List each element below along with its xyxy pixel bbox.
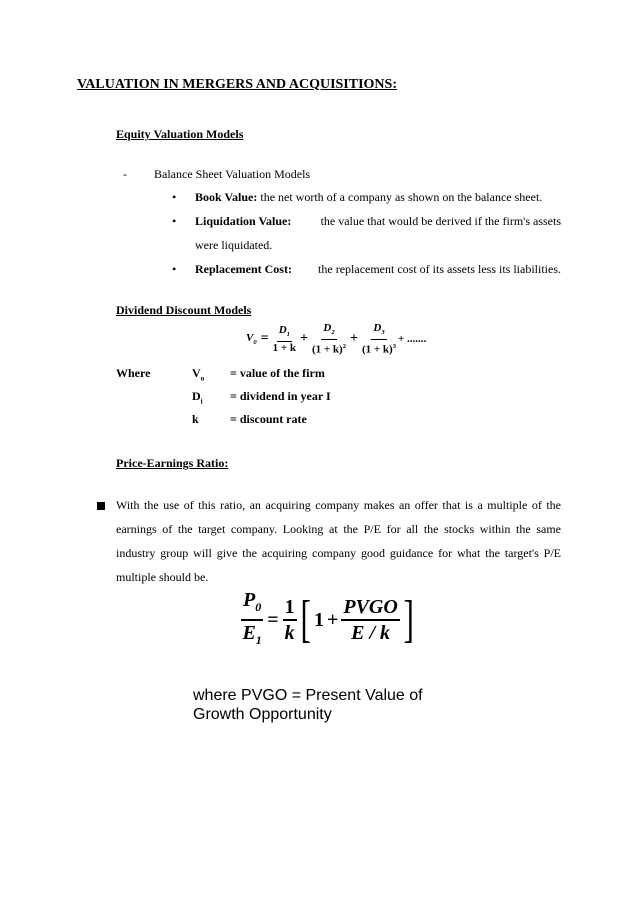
def-desc-v: = value of the firm	[230, 366, 325, 380]
balance-sheet-subheading: Balance Sheet Valuation Models	[154, 167, 311, 181]
def-symbol-k: k	[192, 412, 199, 426]
replacement-cost-text: the replacement cost of its assets less its liabilities.	[318, 262, 561, 276]
replacement-cost-term: Replacement Cost:	[195, 262, 292, 276]
pe-heading: Price-Earnings Ratio:	[116, 456, 229, 470]
liquidation-value-item	[195, 214, 561, 229]
right-bracket: ]	[403, 591, 414, 648]
pe-line-2: earnings of the target company. Looking at the P/E for all the stocks within the same	[116, 522, 561, 536]
pe-ratio-fraction: $\frac{P_0}{E_1}$	[242, 589, 262, 647]
book-value-term: Book Value:	[195, 190, 258, 204]
formula-equals: =	[260, 331, 269, 347]
formula-plus: +	[300, 331, 308, 347]
bullet-icon: •	[172, 262, 177, 276]
pe-plus: +	[326, 608, 339, 631]
one-over-k-fraction: $\frac{1}{k}$	[284, 596, 295, 644]
dividend-formula	[246, 322, 426, 357]
book-value-text: the net worth of a company as shown on the balance sheet.	[260, 190, 543, 204]
dividend-heading: Dividend Discount Models	[116, 303, 252, 317]
def-desc-d: = dividend in year I	[230, 389, 331, 403]
def-desc-k: = discount rate	[230, 412, 307, 426]
liquidation-value-cont: were liquidated.	[195, 238, 273, 252]
def-symbol-d: $D_i$	[192, 389, 203, 406]
liquidation-value-text: the value that would be derived if the firm's assets	[320, 214, 561, 228]
liquidation-value-term: Liquidation Value:	[195, 214, 292, 228]
pe-line-3: industry group will give the acquiring company good guidance for what the target's P/E	[116, 546, 561, 560]
pe-line-4: multiple should be.	[116, 570, 209, 584]
formula-term-3: $\frac{D_3}{(1 + k)^3}$	[362, 322, 397, 356]
formula-term-2: $\frac{D_2}{(1 + k)^2}$	[312, 322, 347, 356]
formula-plus: +	[350, 331, 358, 347]
formula-tail: + .......	[398, 333, 427, 346]
replacement-cost-item	[195, 262, 561, 277]
equity-heading: Equity Valuation Models	[116, 127, 244, 141]
dash-marker: -	[123, 167, 127, 181]
def-symbol-v: $V_o$	[192, 366, 205, 383]
left-bracket: [	[300, 591, 311, 648]
bullet-icon: •	[172, 190, 177, 204]
pvgo-note-line-2: Growth Opportunity	[193, 706, 332, 723]
inner-one: 1	[313, 608, 324, 631]
bullet-icon: •	[172, 214, 177, 228]
formula-lhs: $V_0$	[246, 332, 257, 347]
page-title: VALUATION IN MERGERS AND ACQUISITIONS:	[77, 77, 397, 92]
formula-term-1: $\frac{D_1}{1 + k}$	[272, 323, 297, 355]
pvgo-note	[193, 686, 423, 724]
pe-equals: =	[267, 608, 279, 631]
pe-formula	[241, 588, 417, 652]
pe-line-1: With the use of this ratio, an acquiring company makes an offer that is a multiple of the	[116, 498, 561, 512]
book-value-item	[195, 190, 542, 205]
square-bullet-icon	[97, 502, 105, 510]
pvgo-note-line-1: where PVGO = Present Value of	[193, 687, 423, 704]
where-label: Where	[116, 366, 151, 380]
pvgo-fraction: $\frac{\text{PVGO}}{E / k}$	[343, 596, 398, 644]
